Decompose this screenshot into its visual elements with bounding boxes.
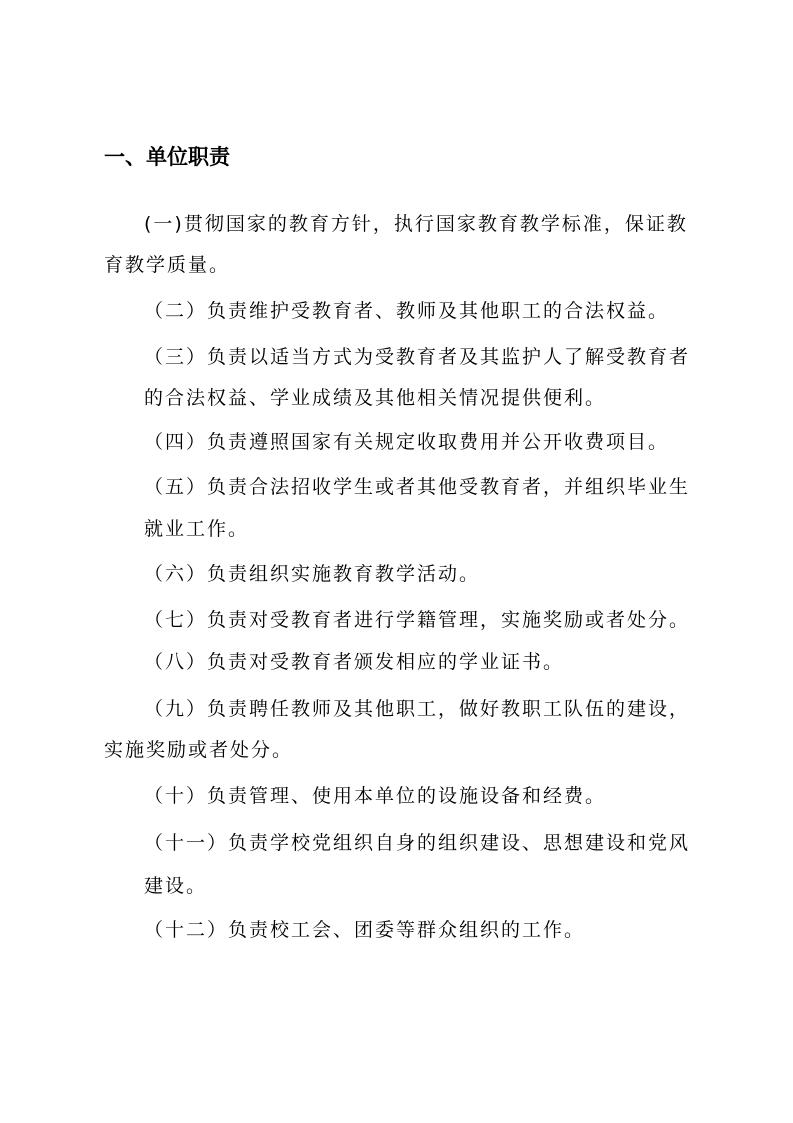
paragraph-line: 实施奖励或者处分。 <box>104 739 294 761</box>
paragraph-line: （二）负责维护受教育者、教师及其他职工的合法权益。 <box>144 300 670 322</box>
paragraph-line: （三）负责以适当方式为受教育者及其监护人了解受教育者 <box>144 346 691 368</box>
paragraph-line: （八）负责对受教育者颁发相应的学业证书。 <box>144 651 565 673</box>
paragraph-line: （五）负责合法招收学生或者其他受教育者，并组织毕业生 <box>144 476 691 498</box>
paragraph-line: （十二）负责校工会、团委等群众组织的工作。 <box>144 919 586 941</box>
paragraph-line: (一)贯彻国家的教育方针，执行国家教育教学标准，保证教 <box>144 213 688 235</box>
paragraph-line: 就业工作。 <box>144 518 250 540</box>
paragraph-line: （十一）负责学校党组织自身的组织建设、思想建设和党风 <box>144 832 691 854</box>
paragraph-line: （七）负责对受教育者进行学籍管理，实施奖励或者处分。 <box>144 609 691 631</box>
paragraph-line: 建设。 <box>144 875 208 897</box>
paragraph-line: 的合法权益、学业成绩及其他相关情况提供便利。 <box>144 387 607 409</box>
paragraph-line: （九）负责聘任教师及其他职工，做好教职工队伍的建设， <box>144 698 691 720</box>
paragraph-line: 育教学质量。 <box>104 254 231 276</box>
paragraph-line: （六）负责组织实施教育教学活动。 <box>144 563 481 585</box>
paragraph-line: （四）负责遵照国家有关规定收取费用并公开收费项目。 <box>144 431 670 453</box>
section-heading: 一、单位职责 <box>104 145 230 169</box>
paragraph-line: （十）负责管理、使用本单位的设施设备和经费。 <box>144 785 607 807</box>
